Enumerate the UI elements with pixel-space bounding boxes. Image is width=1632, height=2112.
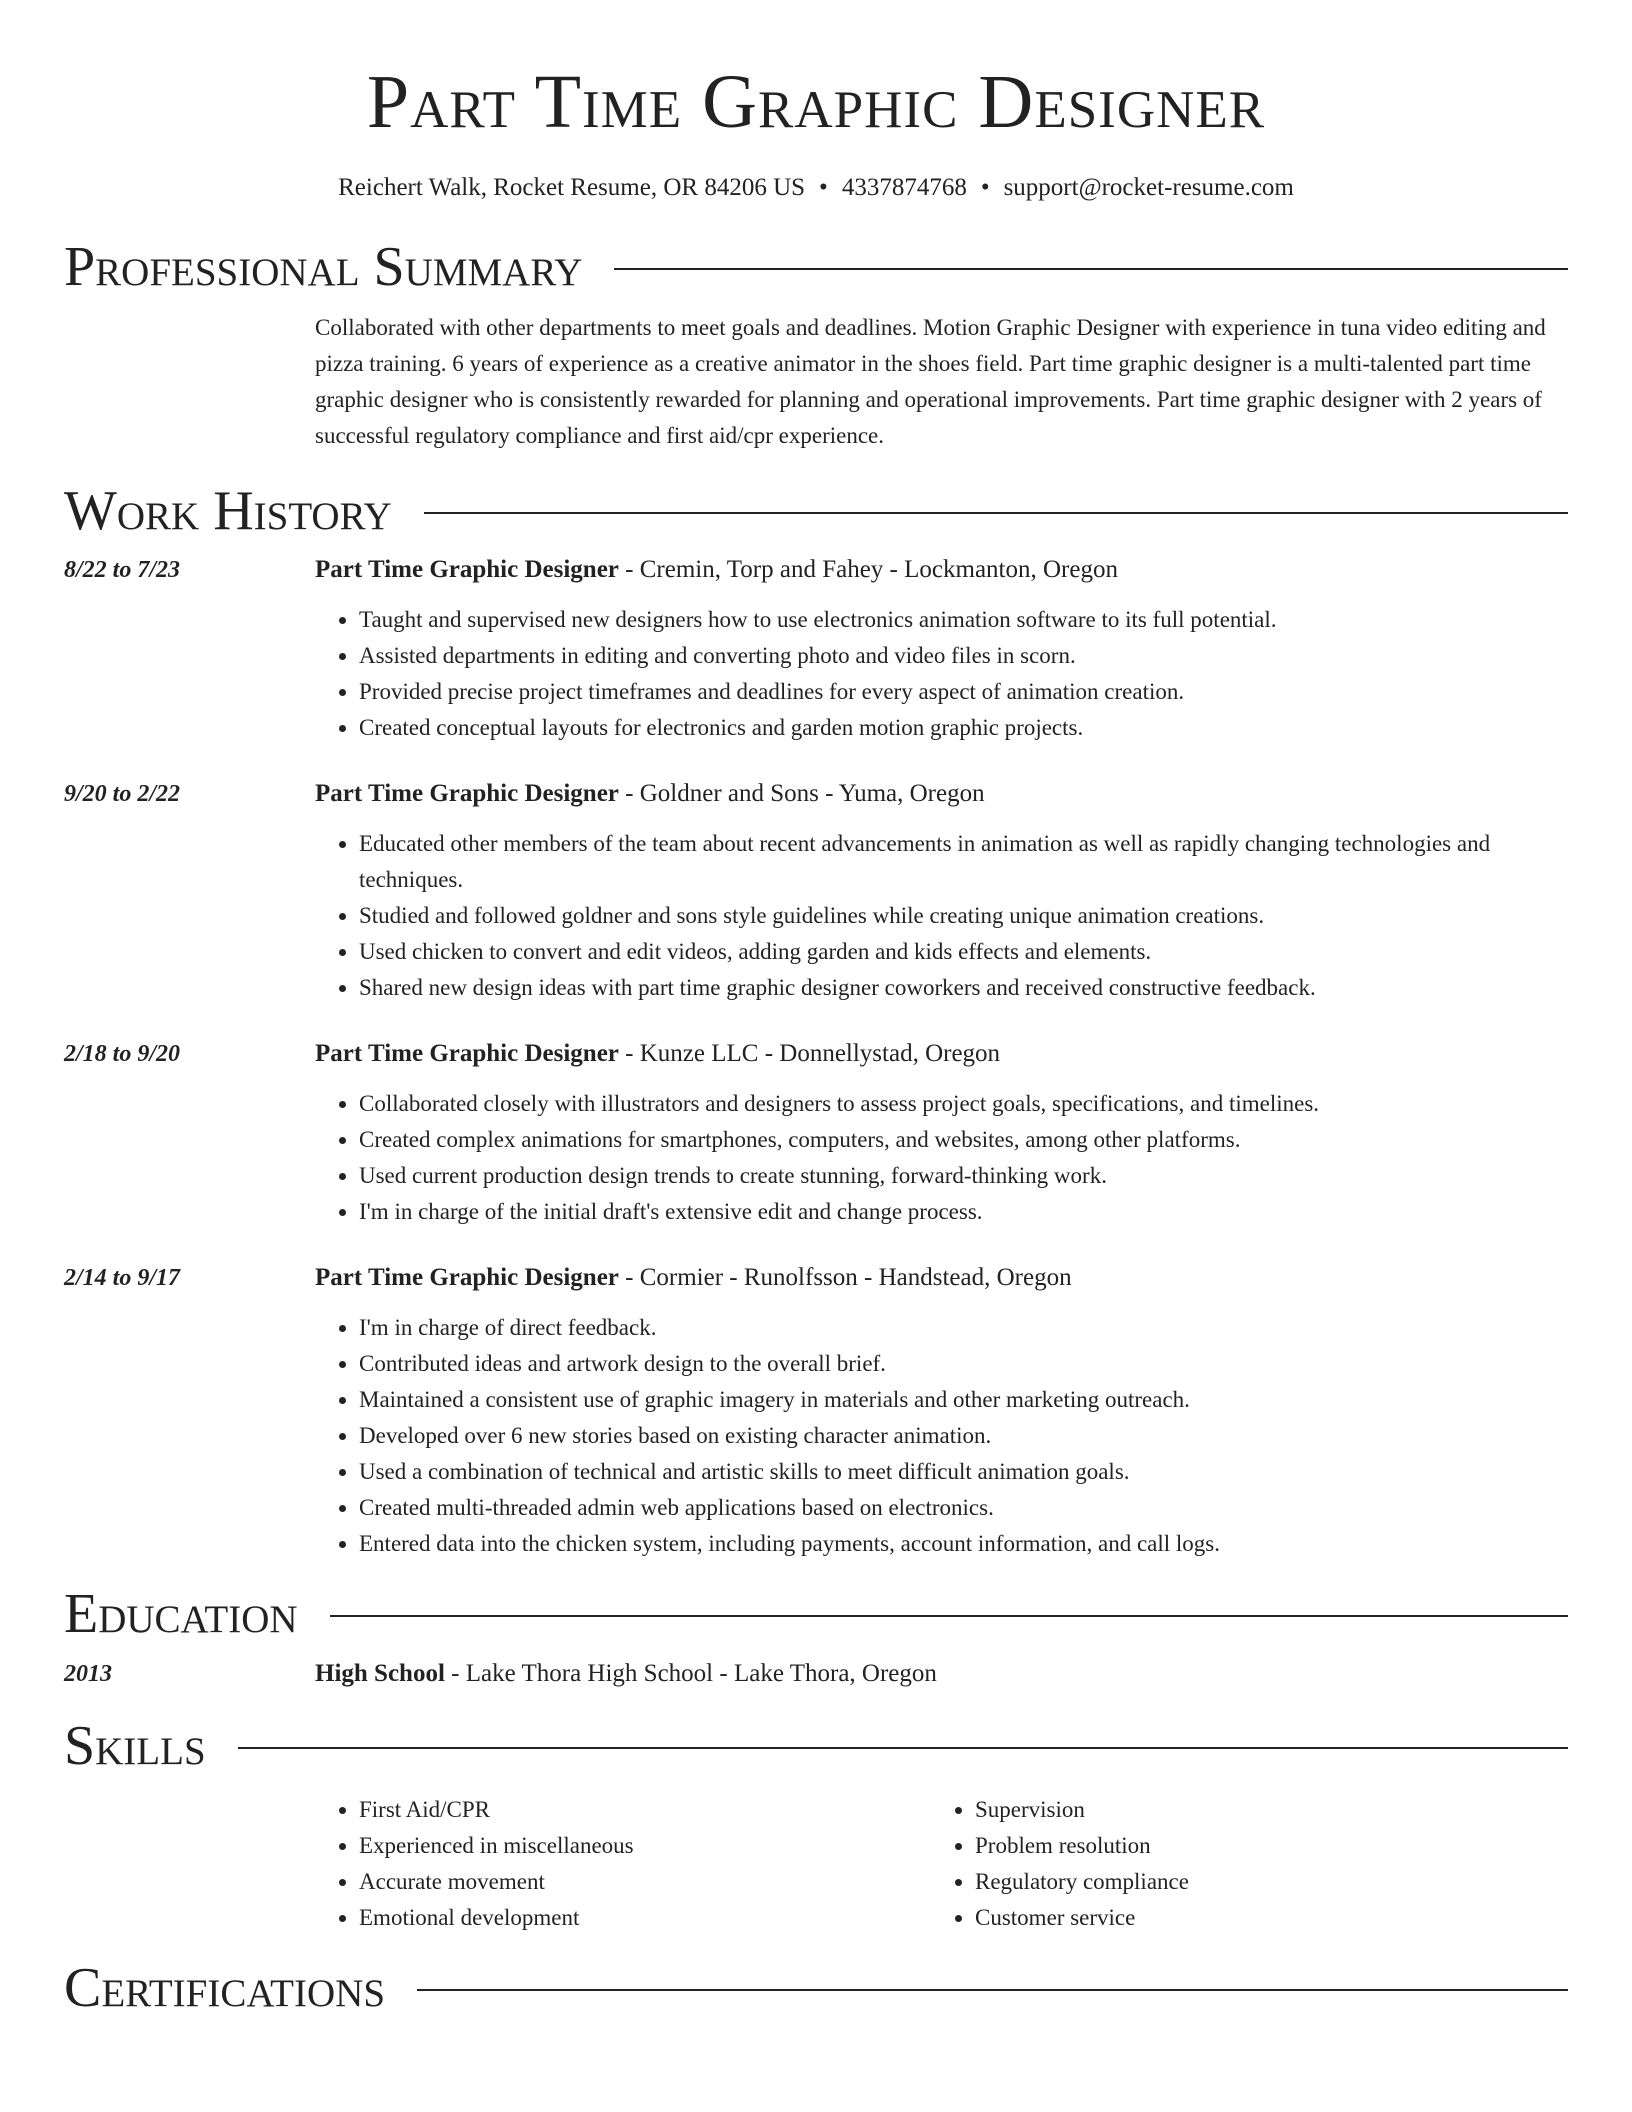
job-bullet: • Studied and followed goldner and sons style guidelines while creating unique animation creations. <box>359 898 1568 934</box>
job-dates: 2/18 to 9/20 <box>64 1041 181 1067</box>
job-entry <box>64 776 1568 1006</box>
summary-section-header <box>64 237 1568 297</box>
job-bullets <box>315 1086 1568 1230</box>
job-bullet: • Developed over 6 new stories based on existing character animation. <box>359 1418 1568 1454</box>
job-entry <box>64 552 1568 746</box>
job-bullet: • Used chicken to convert and edit videos, adding garden and kids effects and elements. <box>359 934 1568 970</box>
education-entry <box>64 1656 1568 1692</box>
skills-column-left <box>315 1792 931 1936</box>
work-section-header <box>64 481 1568 541</box>
summary-text: Collaborated with other departments to meet goals and deadlines. Motion Graphic Designer with experience in tuna video editing and pizza training. 6 years of experience as a creative animator in the shoes field. Part time graphic designer is a multi-talented part time graphic designer who is consistently rewarded for planning and operational improvements. Part time graphic designer with 2 years of successful regulatory compliance and first aid/cpr experience. <box>315 315 1546 448</box>
section-divider <box>424 512 1568 514</box>
job-bullet: • I'm in charge of the initial draft's extensive edit and change process. <box>359 1194 1568 1230</box>
skills-section-header <box>64 1716 1568 1776</box>
job-bullet: • Created complex animations for smartphones, computers, and websites, among other platforms. <box>359 1122 1568 1158</box>
education-section-title: Education <box>64 1583 298 1645</box>
job-bullet: • Maintained a consistent use of graphic imagery in materials and other marketing outreach. <box>359 1382 1568 1418</box>
work-section-title: Work History <box>64 480 392 542</box>
section-divider <box>417 1989 1568 1991</box>
job-company-location: - Cormier - Runolfsson - Handstead, Oregon <box>618 1264 1072 1291</box>
summary-section-title: Professional Summary <box>64 236 583 298</box>
contact-separator: • <box>980 174 990 201</box>
job-dates: 2/14 to 9/17 <box>64 1265 181 1291</box>
skill-item: • Emotional development <box>359 1900 931 1936</box>
job-bullet: • Used current production design trends to create stunning, forward-thinking work. <box>359 1158 1568 1194</box>
job-bullet: • Contributed ideas and artwork design to the overall brief. <box>359 1346 1568 1382</box>
job-bullet: • Shared new design ideas with part time graphic designer coworkers and received constructive feedback. <box>359 970 1568 1006</box>
job-bullet: • Entered data into the chicken system, including payments, account information, and call logs. <box>359 1526 1568 1562</box>
job-role: Part Time Graphic Designer <box>315 780 619 807</box>
job-company-location: - Goldner and Sons - Yuma, Oregon <box>618 780 985 807</box>
certifications-section-header <box>64 1958 1568 2018</box>
job-role: Part Time Graphic Designer <box>315 1040 619 1067</box>
job-title <box>315 552 1568 588</box>
job-role: Part Time Graphic Designer <box>315 556 619 583</box>
contact-separator: • <box>819 174 828 201</box>
education-year: 2013 <box>64 1661 112 1687</box>
contact-line <box>64 172 1568 204</box>
job-dates: 8/22 to 7/23 <box>64 557 181 583</box>
education-degree: High School <box>315 1660 445 1687</box>
job-bullet: • Educated other members of the team about recent advancements in animation as well as rapidly changing technologies and techniques. <box>359 826 1568 898</box>
work-history-list <box>64 552 1568 1562</box>
job-bullet: • Assisted departments in editing and converting photo and video files in scorn. <box>359 638 1568 674</box>
job-entry <box>64 1260 1568 1562</box>
job-dates: 9/20 to 2/22 <box>64 781 181 807</box>
contact-phone: 4337874768 <box>841 174 967 201</box>
section-divider <box>330 1615 1568 1617</box>
job-bullet: • Provided precise project timeframes and deadlines for every aspect of animation creation. <box>359 674 1568 710</box>
job-title <box>315 776 1568 812</box>
job-role: Part Time Graphic Designer <box>315 1264 619 1291</box>
job-bullet: • Created conceptual layouts for electronics and garden motion graphic projects. <box>359 710 1568 746</box>
skill-item: • First Aid/CPR <box>359 1792 931 1828</box>
job-company-location: - Cremin, Torp and Fahey - Lockmanton, Oregon <box>618 556 1118 583</box>
education-section-header <box>64 1584 1568 1644</box>
skills-column-right <box>931 1792 1547 1936</box>
certifications-section-title: Certifications <box>64 1957 386 2019</box>
job-bullet: • Taught and supervised new designers how to use electronics animation software to its full potential. <box>359 602 1568 638</box>
job-company-location: - Kunze LLC - Donnellystad, Oregon <box>618 1040 1001 1067</box>
job-bullets <box>315 602 1568 746</box>
contact-email[interactable]: support@rocket-resume.com <box>1003 174 1294 201</box>
job-title <box>315 1036 1568 1072</box>
skill-item: • Supervision <box>975 1792 1547 1828</box>
resume-name: Part Time Graphic Designer <box>366 60 1266 144</box>
job-bullet: • I'm in charge of direct feedback. <box>359 1310 1568 1346</box>
education-title <box>315 1656 1568 1692</box>
job-bullets <box>315 826 1568 1006</box>
resume-page <box>64 0 1568 2018</box>
job-title <box>315 1260 1568 1296</box>
contact-address: Reichert Walk, Rocket Resume, OR 84206 US <box>338 174 806 201</box>
section-divider <box>614 268 1568 270</box>
job-bullets <box>315 1310 1568 1562</box>
skill-item: • Accurate movement <box>359 1864 931 1900</box>
section-divider <box>238 1747 1568 1749</box>
skills-section-title: Skills <box>64 1715 206 1777</box>
skills-list <box>315 1792 1568 1936</box>
job-bullet: • Used a combination of technical and artistic skills to meet difficult animation goals. <box>359 1454 1568 1490</box>
job-bullet: • Created multi-threaded admin web applications based on electronics. <box>359 1490 1568 1526</box>
skill-item: • Problem resolution <box>975 1828 1547 1864</box>
education-detail: - Lake Thora High School - Lake Thora, Oregon <box>444 1660 937 1687</box>
skill-item: • Customer service <box>975 1900 1547 1936</box>
skill-item: • Regulatory compliance <box>975 1864 1547 1900</box>
job-bullet: • Collaborated closely with illustrators and designers to assess project goals, specifications, and timelines. <box>359 1086 1568 1122</box>
job-entry <box>64 1036 1568 1230</box>
skill-item: • Experienced in miscellaneous <box>359 1828 931 1864</box>
